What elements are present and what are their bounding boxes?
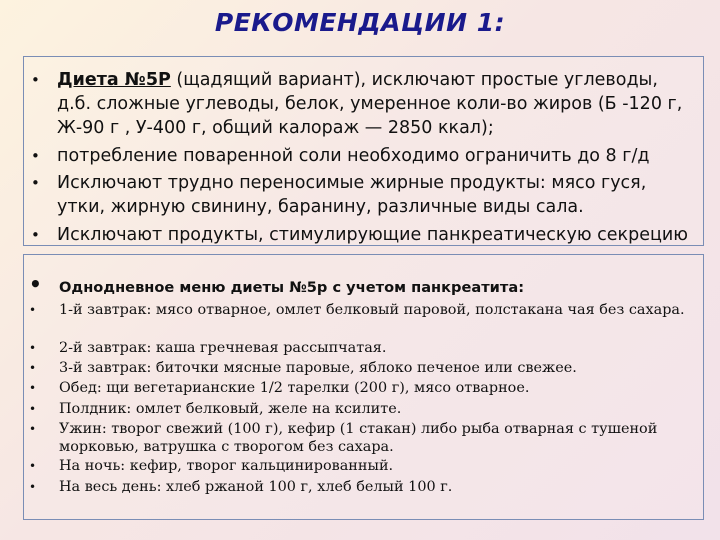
- menu-item: • 1-й завтрак: мясо отварное, омлет белковый паровой, полстакана чая без сахара.: [29, 302, 685, 318]
- menu-item: • На ночь: кефир, творог кальцинированный.: [29, 458, 394, 474]
- bullet-icon: •: [31, 147, 40, 165]
- menu-heading: • Однодневное меню диеты №5р с учетом панкреатита:: [29, 272, 525, 296]
- bullet-icon: •: [29, 272, 42, 296]
- recommendations-box: [23, 56, 704, 246]
- menu-item: • Ужин: творог свежий (100 г), кефир (1 стакан) либо рыба отварная с тушеной морковью, ватрушка с творогом без сахара.: [29, 421, 658, 455]
- menu-item: • 3-й завтрак: биточки мясные паровые, яблоко печеное или свежее.: [29, 360, 577, 376]
- bullet-icon: •: [29, 361, 37, 375]
- list-item: [31, 171, 697, 219]
- menu-item: • 2-й завтрак: каша гречневая рассыпчатая.: [29, 340, 387, 356]
- menu-item: • На весь день: хлеб ржаной 100 г, хлеб белый 100 г.: [29, 479, 453, 495]
- list-item: [31, 68, 697, 140]
- salt-recommendation: потребление поваренной соли необходимо ограничить до 8 г/д: [57, 146, 650, 166]
- bullet-icon: •: [29, 381, 37, 395]
- excluded-fatty-foods: Исключают трудно переносимые жирные продукты: мясо гуся, утки, жирную свинину, баранину, различные виды сала.: [57, 173, 647, 217]
- bullet-icon: •: [31, 226, 40, 244]
- bullet-icon: •: [29, 341, 37, 355]
- bullet-icon: •: [31, 174, 40, 192]
- list-item: [31, 223, 697, 247]
- menu-item: • Обед: щи вегетарианские 1/2 тарелки (200 г), мясо отварное.: [29, 380, 530, 396]
- excluded-stimulating-foods: Исключают продукты, стимулирующие панкреатическую секрецию: [57, 225, 688, 245]
- bullet-icon: •: [29, 402, 37, 416]
- bullet-icon: •: [29, 459, 37, 473]
- menu-item: • Полдник: омлет белковый, желе на ксилите.: [29, 401, 402, 417]
- diet-description: (щадящий вариант), исключают простые углеводы, д.б. сложные углеводы, белок, умеренное коли-во жиров (Б -120 г, Ж-90 г , У-400 г, общий калораж — 2850 ккал);: [57, 70, 683, 138]
- diet-name: Диета №5Р: [57, 70, 171, 90]
- bullet-icon: •: [29, 422, 37, 436]
- list-item: [31, 144, 697, 168]
- bullet-icon: •: [31, 71, 40, 89]
- bullet-icon: •: [29, 303, 37, 317]
- page-title: РЕКОМЕНДАЦИИ 1:: [214, 8, 506, 37]
- menu-box: [23, 254, 704, 520]
- bullet-icon: •: [29, 480, 37, 494]
